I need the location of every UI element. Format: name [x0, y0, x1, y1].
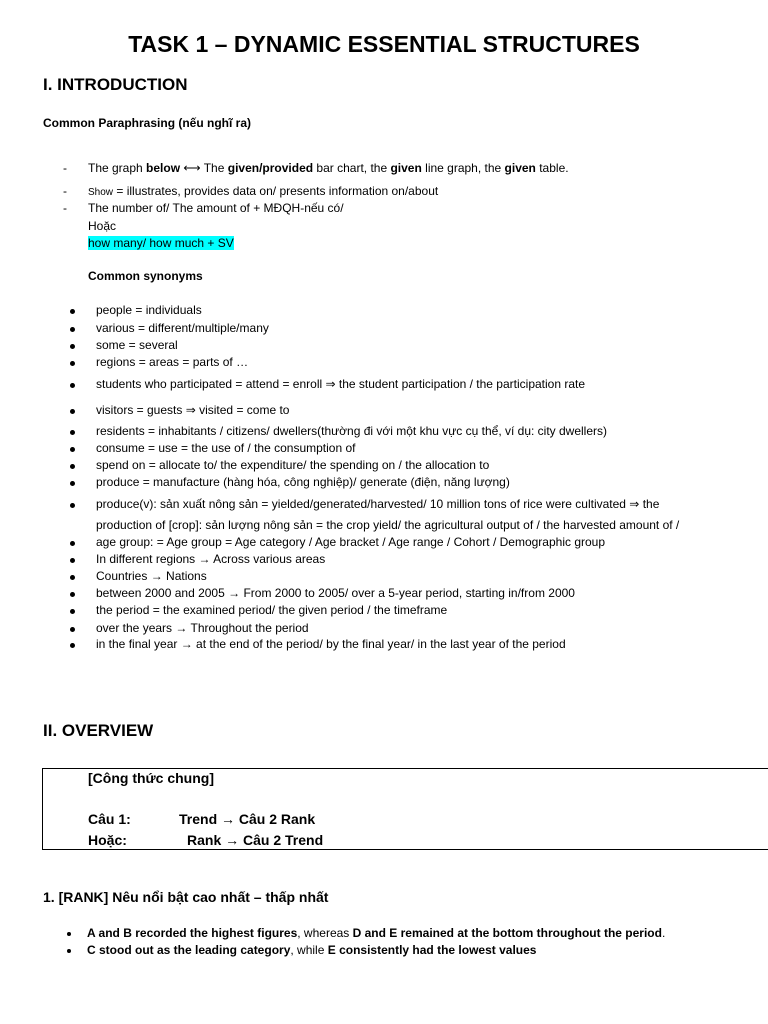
text-segment: line graph, the [421, 161, 505, 175]
bullet-dot [70, 361, 75, 366]
bullet-dot [70, 464, 75, 469]
text-segment: bar chart, the [313, 161, 391, 175]
paraphrase-line-graph [88, 161, 569, 175]
section-heading-overview: II. OVERVIEW [43, 721, 154, 740]
bullet-dot [70, 627, 75, 632]
paraphrasing-heading: Common Paraphrasing (nếu nghĩ ra) [43, 116, 252, 130]
synonym-item: various = different/multiple/many [96, 321, 269, 335]
rank-example-2 [87, 943, 536, 957]
synonym-item: Countries → Nations [96, 569, 207, 583]
rank-heading: 1. [RANK] Nêu nổi bật cao nhất – thấp nhất [43, 889, 329, 905]
formula-row-2-value: Rank → Câu 2 Trend [187, 832, 324, 848]
bullet-dot [70, 609, 75, 614]
synonym-item: between 2000 and 2005 → From 2000 to 2005/ over a 5-year period, starting in/from 2000 [96, 586, 575, 600]
section-heading-introduction: I. INTRODUCTION [43, 75, 188, 94]
bullet-dot [70, 447, 75, 452]
synonym-item: in the final year → at the end of the period/ by the final year/ in the last year of the period [96, 637, 566, 651]
dash-marker: - [63, 201, 67, 215]
bullet-dot [70, 430, 75, 435]
text-bold: E consistently had the lowest values [327, 943, 537, 957]
formula-box [42, 768, 768, 850]
synonym-item: In different regions → Across various areas [96, 552, 326, 566]
bullet-dot [70, 327, 75, 332]
bullet-dot [70, 503, 75, 508]
bullet-dot [70, 409, 75, 414]
synonym-item: some = several [96, 338, 178, 352]
bullet-dot [70, 643, 75, 648]
bullet-dot [70, 383, 75, 388]
bullet-dot [70, 481, 75, 486]
synonym-item: people = individuals [96, 303, 202, 317]
text-segment: table. [535, 161, 569, 175]
bullet-dot [70, 558, 75, 563]
text-small: Show [88, 187, 114, 198]
text-segment: The graph [88, 161, 147, 175]
bullet-dot [67, 949, 71, 953]
paraphrase-line-or: Hoặc [88, 219, 117, 233]
paraphrase-line-show [88, 184, 438, 198]
dash-marker: - [63, 161, 67, 175]
dash-marker: - [63, 184, 67, 198]
text-bold: given [390, 161, 422, 175]
formula-row-1-value: Trend → Câu 2 Rank [179, 811, 316, 827]
text-segment: = illustrates, provides data on/ presents information on/about [113, 184, 439, 198]
text-segment: , whereas [297, 926, 353, 940]
synonym-item: over the years → Throughout the period [96, 621, 309, 635]
synonym-item: consume = use = the use of / the consumption of [96, 441, 356, 455]
text-segment: ⟷ The [180, 161, 228, 175]
synonym-item: visitors = guests ⇒ visited = come to [96, 403, 290, 417]
text-segment: , while [290, 943, 328, 957]
formula-title: [Công thức chung] [88, 770, 214, 786]
synonyms-heading: Common synonyms [88, 269, 203, 283]
synonym-item: students who participated = attend = enroll ⇒ the student participation / the participation rate [96, 377, 586, 391]
synonym-item: age group: = Age group = Age category / Age bracket / Age range / Cohort / Demographic group [96, 535, 606, 549]
synonym-item: the period = the examined period/ the given period / the timeframe [96, 603, 448, 617]
synonym-item: regions = areas = parts of … [96, 355, 249, 369]
bullet-dot [70, 541, 75, 546]
rank-example-1 [87, 926, 665, 940]
text-bold: C stood out as the leading category [87, 943, 291, 957]
bullet-dot [70, 575, 75, 580]
text-bold: A and B recorded the highest figures [87, 926, 298, 940]
text-bold: given [504, 161, 536, 175]
formula-row-2-label: Hoặc: [88, 832, 127, 848]
paraphrase-line-number: The number of/ The amount of + MĐQH-nếu có/ [88, 201, 344, 215]
synonym-item: produce(v): sản xuất nông sản = yielded/generated/harvested/ 10 million tons of rice were cultivated ⇒ the [96, 497, 660, 511]
text-bold: given/provided [227, 161, 314, 175]
text-bold: below [146, 161, 181, 175]
synonym-item: spend on = allocate to/ the expenditure/ the spending on / the allocation to [96, 458, 490, 472]
bullet-dot [70, 344, 75, 349]
text-segment: . [661, 926, 666, 940]
text-bold: D and E remained at the bottom throughout the period [352, 926, 662, 940]
bullet-dot [70, 592, 75, 597]
bullet-dot [70, 309, 75, 314]
bullet-dot [67, 932, 71, 936]
produce-continuation: production of [crop]: sản lượng nông sản = the crop yield/ the agricultural output of / the harvested amount of / [96, 518, 680, 532]
synonym-item: residents = inhabitants / citizens/ dwellers(thường đi với một khu vực cụ thể, ví dụ: city dwellers) [96, 424, 608, 438]
formula-row-1-label: Câu 1: [88, 811, 131, 827]
synonym-item: produce = manufacture (hàng hóa, công nghiệp)/ generate (điện, năng lượng) [96, 475, 510, 489]
highlighted-text: how many/ how much + SV [88, 236, 234, 250]
page-title: TASK 1 – DYNAMIC ESSENTIAL STRUCTURES [128, 31, 640, 57]
